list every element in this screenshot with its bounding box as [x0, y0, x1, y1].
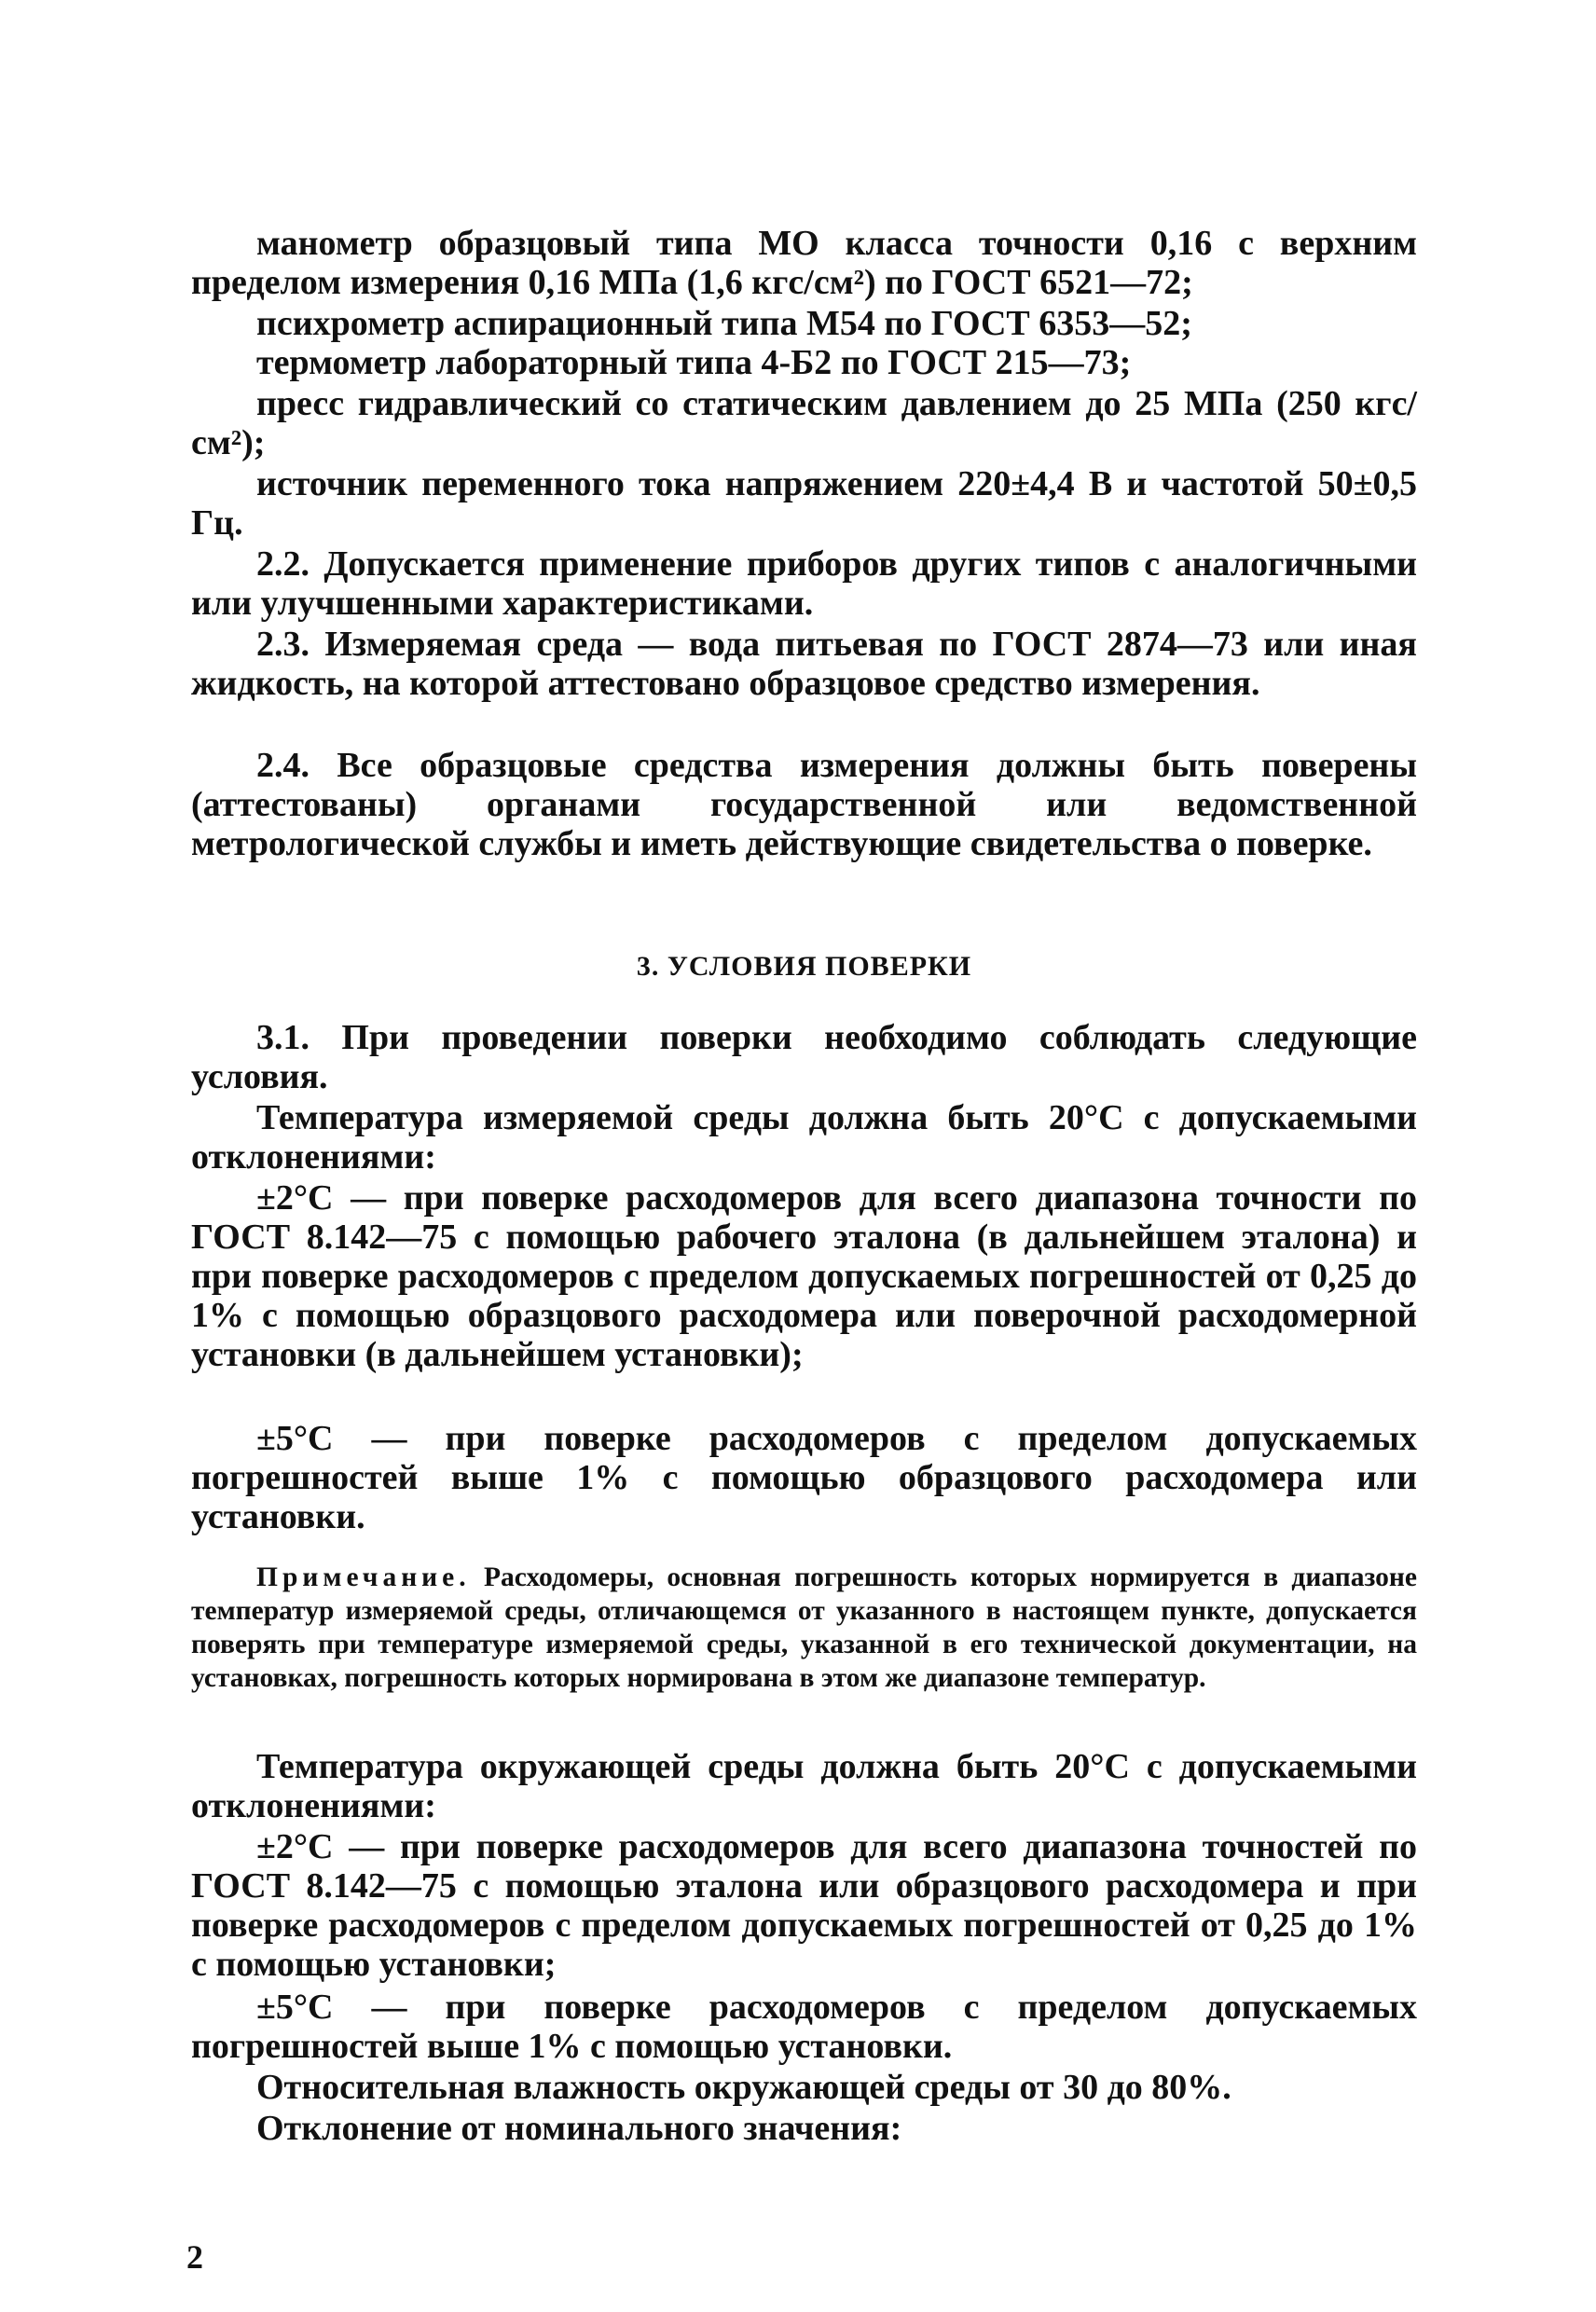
note-label: Примечание.: [256, 1562, 471, 1592]
note: [191, 1561, 1417, 1695]
paragraph-2-2: 2.2. Допускается применение приборов других типов с аналогичными или улучшенными характеристиками.: [191, 544, 1417, 623]
section-heading: 3. УСЛОВИЯ ПОВЕРКИ: [636, 951, 972, 982]
paragraph-press: пресс гидравлический со статическим давлением до 25 МПа (250 кгс/см²);: [191, 384, 1417, 462]
paragraph-2-4: 2.4. Все образцовые средства измерения должны быть поверены (аттестованы) органами государственной или ведомственной метрологической службы и иметь действующие свидетельства о поверке.: [191, 746, 1417, 863]
paragraph-ambient-temperature: Температура окружающей среды должна быть 20°С с допускаемыми отклонениями:: [191, 1747, 1417, 1825]
paragraph-manometer: манометр образцовый типа МО класса точности 0,16 с верхним пределом измерения 0,16 МПа (1,6 кгс/см²) по ГОСТ 6521—72;: [191, 224, 1417, 302]
page-number: 2: [186, 2238, 203, 2276]
paragraph-medium-tolerance-5c: ±5°С — при поверке расходомеров с пределом допускаемых погрешностей выше 1% с помощью образцового расходомера или установки.: [191, 1419, 1417, 1536]
paragraph-medium-temperature: Температура измеряемой среды должна быть 20°С с допускаемыми отклонениями:: [191, 1098, 1417, 1177]
paragraph-psychrometer: психрометр аспирационный типа М54 по ГОСТ 6353—52;: [256, 304, 1192, 343]
paragraph-humidity: Относительная влажность окружающей среды от 30 до 80%.: [256, 2068, 1231, 2107]
paragraph-medium-tolerance-2c: ±2°С — при поверке расходомеров для всего диапазона точности по ГОСТ 8.142—75 с помощью рабочего эталона (в дальнейшем эталона) и при поверке расходомеров с пределом допускаемых погрешностей от 0,25 до 1% с помощью образцового расходомера или поверочной расходомерной установки (в дальнейшем установки);: [191, 1178, 1417, 1374]
paragraph-thermometer: термометр лабораторный типа 4-Б2 по ГОСТ 215—73;: [256, 343, 1132, 382]
paragraph-2-3: 2.3. Измеряемая среда — вода питьевая по ГОСТ 2874—73 или иная жидкость, на которой аттестовано образцовое средство измерения.: [191, 625, 1417, 703]
paragraph-ambient-tolerance-5c: ±5°С — при поверке расходомеров с пределом допускаемых погрешностей выше 1% с помощью установки.: [191, 1988, 1417, 2066]
paragraph-ambient-tolerance-2c: ±2°С — при поверке расходомеров для всего диапазона точностей по ГОСТ 8.142—75 с помощью эталона или образцового расходомера и при поверке расходомеров с пределом допускаемых погрешностей от 0,25 до 1% с помощью установки;: [191, 1827, 1417, 1984]
paragraph-3-1: 3.1. При проведении поверки необходимо соблюдать следующие условия.: [191, 1018, 1417, 1096]
paragraph-power-source: источник переменного тока напряжением 220±4,4 В и частотой 50±0,5 Гц.: [191, 464, 1417, 543]
note-text: Расходомеры, основная погрешность которых нормируется в диапазоне температур измеряемой среды, отличающемся от указанного в настоящем пункте, допускается поверять при температуре измеряемой среды, указанной в его технической документации, на установках, погрешность которых нормирована в этом же диапазоне температур.: [191, 1562, 1417, 1693]
paragraph-deviation: Отклонение от номинального значения:: [256, 2109, 902, 2148]
